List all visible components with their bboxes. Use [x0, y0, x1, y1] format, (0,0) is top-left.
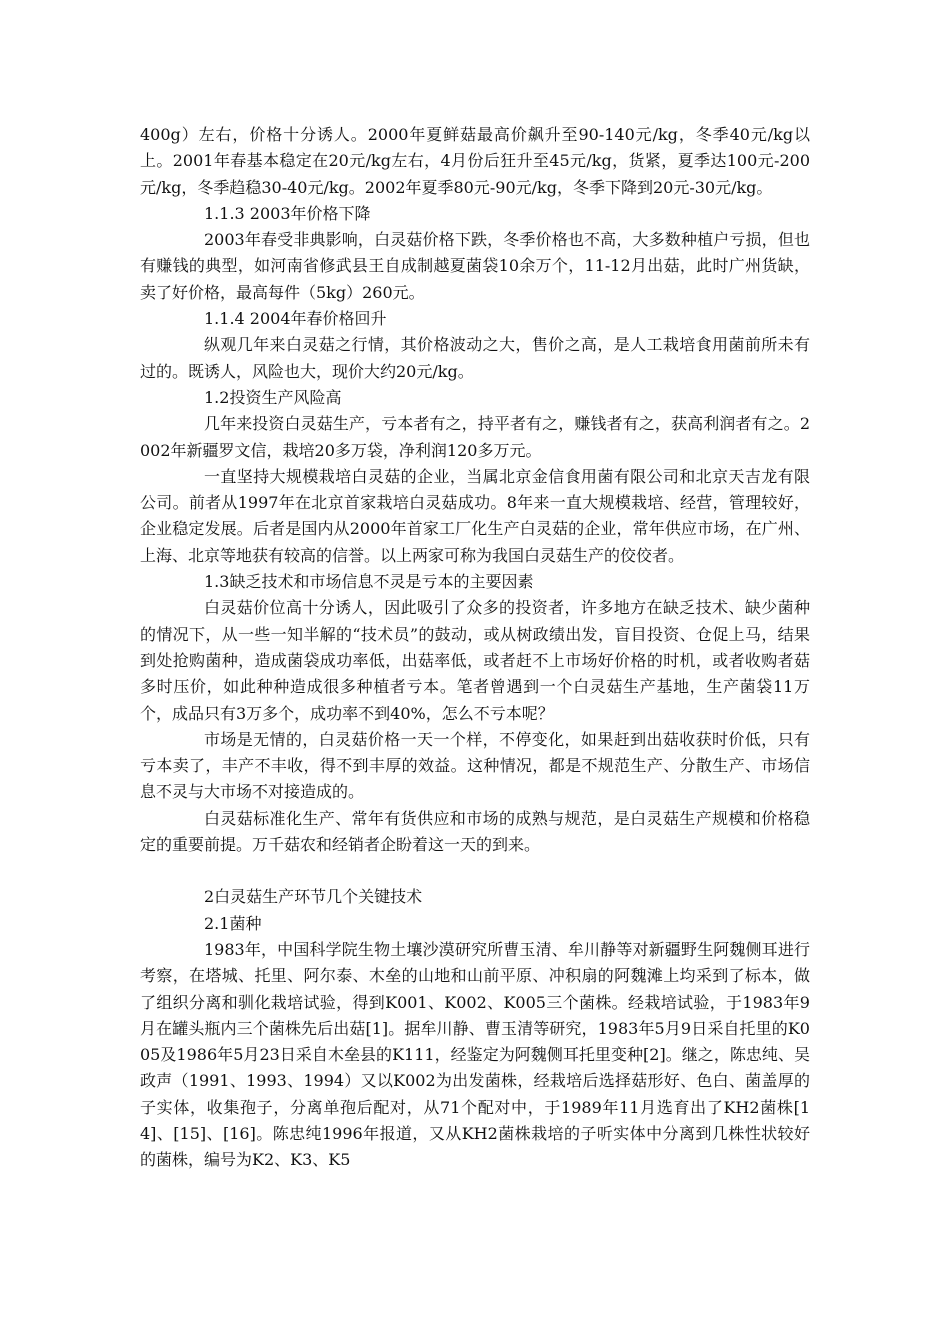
document-page — [140, 122, 810, 1174]
paragraph-blind-investment: 白灵菇价位高十分诱人，因此吸引了众多的投资者，许多地方在缺乏技术、缺少菌种的情况下，从一些一知半解的“技术员”的鼓动，或从树政绩出发，盲目投资、仓促上马，结果到处抢购菌种，造成菌袋成功率低，出菇率低，或者赶不上市场好价格的时机，或者收购者菇多时压价，如此种种造成很多种植者亏本。笔者曾遇到一个白灵菇生产基地，生产菌袋11万个，成品只有3万多个，成功率不到40%，怎么不亏本呢？ — [140, 598, 810, 723]
paragraph-leading-companies: 一直坚持大规模栽培白灵菇的企业，当属北京金信食用菌有限公司和北京天吉龙有限公司。前者从1997年在北京首家栽培白灵菇成功。8年来一直大规模栽培、经营，管理较好，企业稳定发展。后者是国内从2000年首家工厂化生产白灵菇的企业，常年供应市场，在广州、上海、北京等地获有较高的信誉。以上两家可称为我国白灵菇生产的佼佼者。 — [140, 466, 810, 565]
paragraph-strain-history: 1983年，中国科学院生物土壤沙漠研究所曹玉清、牟川静等对新疆野生阿魏侧耳进行考察，在塔城、托里、阿尔泰、木垒的山地和山前平原、冲积扇的阿魏滩上均采到了标本，做了组织分离和驯化栽培试验，得到K001、K002、K005三个菌株。经栽培试验，于1983年9月在罐头瓶内三个菌株先后出菇[1]。据牟川静、曹玉清等研究，1983年5月9日采自托里的K005及1986年5月23日采自木垒县的K111，经鉴定为阿魏侧耳托里变种[2]。继之，陈忠纯、吴政声（1991、1993、1994）又以K002为出发菌株，经栽培后选择菇形好、色白、菌盖厚的子实体，收集孢子，分离单孢后配对，从71个配对中，于1989年11月选育出了KH2菌株[14]、[15]、[16]。陈忠纯1996年报道，又从KH2菌株栽培的子听实体中分离到几株性状较好的菌株，编号为K2、K3、K5 — [140, 939, 810, 1170]
heading-1-2: 1.2投资生产风险高 — [204, 387, 342, 407]
paragraph-investment-results: 几年来投资白灵菇生产，亏本者有之，持平者有之，赚钱者有之，获高利润者有之。2002年新疆罗文信，栽培20多万袋，净利润120多万元。 — [140, 414, 810, 460]
paragraph-market-volatility: 市场是无情的，白灵菇价格一天一个样，不停变化，如果赶到出菇收获时价低，只有亏本卖了，丰产不丰收，得不到丰厚的效益。这种情况，都是不规范生产、分散生产、市场信息不灵与大市场不对接造成的。 — [140, 729, 810, 802]
paragraph-standardization: 白灵菇标准化生产、常年有货供应和市场的成熟与规范，是白灵菇生产规模和价格稳定的重要前提。万千菇农和经销者企盼着这一天的到来。 — [140, 808, 810, 855]
section-gap — [140, 858, 810, 884]
paragraph-2003-decline: 2003年春受非典影响，白灵菇价格下跌，冬季价格也不高，大多数种植户亏损，但也有赚钱的典型，如河南省修武县王自成制越夏菌袋10余万个，11-12月出菇，此时广州货缺，卖了好价格，最高每件（5kg）260元。 — [140, 230, 810, 302]
paragraph-price-overview: 纵观几年来白灵菇之行情，其价格波动之大，售价之高，是人工栽培食用菌前所未有过的。既诱人，风险也大，现价大约20元/kg。 — [140, 335, 810, 381]
heading-1-1-3: 1.1.3 2003年价格下降 — [204, 203, 371, 223]
heading-section-2: 2白灵菇生产环节几个关键技术 — [204, 887, 423, 907]
heading-1-3: 1.3缺乏技术和市场信息不灵是亏本的主要因素 — [204, 572, 534, 592]
paragraph-price-history: 400g）左右，价格十分诱人。2000年夏鲜菇最高价飙升至90-140元/kg，冬季40元/kg以上。2001年春基本稳定在20元/kg左右，4月份后狂升至45元/kg，货紧，夏季达100元-200元/kg，冬季趋稳30-40元/kg。2002年夏季80元-90元/kg，冬季下降到20元-30元/kg。 — [140, 125, 810, 197]
heading-1-1-4: 1.1.4 2004年春价格回升 — [204, 309, 387, 329]
heading-2-1: 2.1菌种 — [204, 913, 262, 933]
